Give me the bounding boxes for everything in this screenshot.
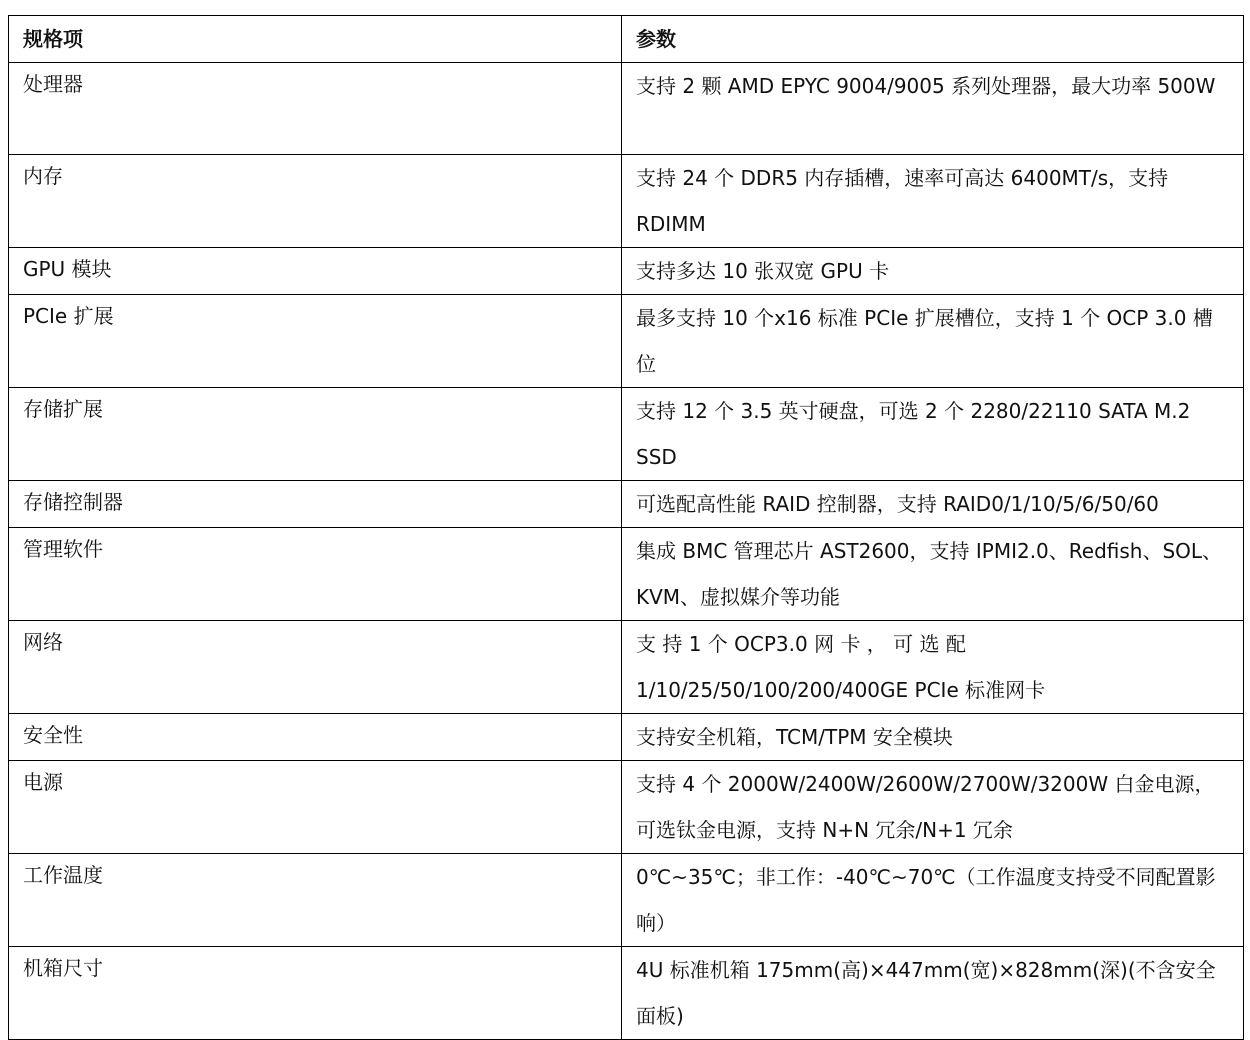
row-label: 管理软件 — [9, 528, 622, 621]
row-label: 处理器 — [9, 63, 622, 155]
row-label: 网络 — [9, 621, 622, 714]
row-value: 集成 BMC 管理芯片 AST2600，支持 IPMI2.0、Redfish、SOL、KVM、虚拟媒介等功能 — [622, 528, 1244, 621]
row-value: 支 持 1 个 OCP3.0 网 卡 ， 可 选 配 1/10/25/50/100/200/400GE PCIe 标准网卡 — [622, 621, 1244, 714]
table-row — [9, 854, 1244, 947]
row-label: 存储扩展 — [9, 388, 622, 481]
row-value: 支持 2 颗 AMD EPYC 9004/9005 系列处理器，最大功率 500W — [622, 63, 1244, 155]
table-row — [9, 621, 1244, 714]
row-label: 电源 — [9, 761, 622, 854]
table-row — [9, 714, 1244, 761]
table-row — [9, 155, 1244, 248]
row-value: 支持 24 个 DDR5 内存插槽，速率可高达 6400MT/s，支持 RDIMM — [622, 155, 1244, 248]
row-value: 4U 标准机箱 175mm(高)×447mm(宽)×828mm(深)(不含安全面板) — [622, 947, 1244, 1040]
table-row — [9, 248, 1244, 295]
table-row — [9, 295, 1244, 388]
row-value: 最多支持 10 个x16 标准 PCIe 扩展槽位，支持 1 个 OCP 3.0 槽位 — [622, 295, 1244, 388]
row-value: 可选配高性能 RAID 控制器，支持 RAID0/1/10/5/6/50/60 — [622, 481, 1244, 528]
table-row — [9, 947, 1244, 1040]
row-value: 支持多达 10 张双宽 GPU 卡 — [622, 248, 1244, 295]
row-label: 内存 — [9, 155, 622, 248]
row-label: 存储控制器 — [9, 481, 622, 528]
table-row — [9, 63, 1244, 155]
table-row — [9, 388, 1244, 481]
row-value: 0℃~35℃；非工作：-40℃~70℃（工作温度支持受不同配置影响） — [622, 854, 1244, 947]
row-label: GPU 模块 — [9, 248, 622, 295]
table-header-row — [9, 16, 1244, 63]
row-label: 工作温度 — [9, 854, 622, 947]
row-value: 支持 4 个 2000W/2400W/2600W/2700W/3200W 白金电源，可选钛金电源，支持 N+N 冗余/N+1 冗余 — [622, 761, 1244, 854]
row-label: PCIe 扩展 — [9, 295, 622, 388]
row-value: 支持 12 个 3.5 英寸硬盘，可选 2 个 2280/22110 SATA M.2 SSD — [622, 388, 1244, 481]
spec-table — [8, 15, 1244, 1040]
column-header-parameter: 参数 — [622, 16, 1244, 63]
table-row — [9, 481, 1244, 528]
row-label: 机箱尺寸 — [9, 947, 622, 1040]
table-row — [9, 528, 1244, 621]
table-row — [9, 761, 1244, 854]
row-label: 安全性 — [9, 714, 622, 761]
row-value: 支持安全机箱，TCM/TPM 安全模块 — [622, 714, 1244, 761]
column-header-spec-item: 规格项 — [9, 16, 622, 63]
